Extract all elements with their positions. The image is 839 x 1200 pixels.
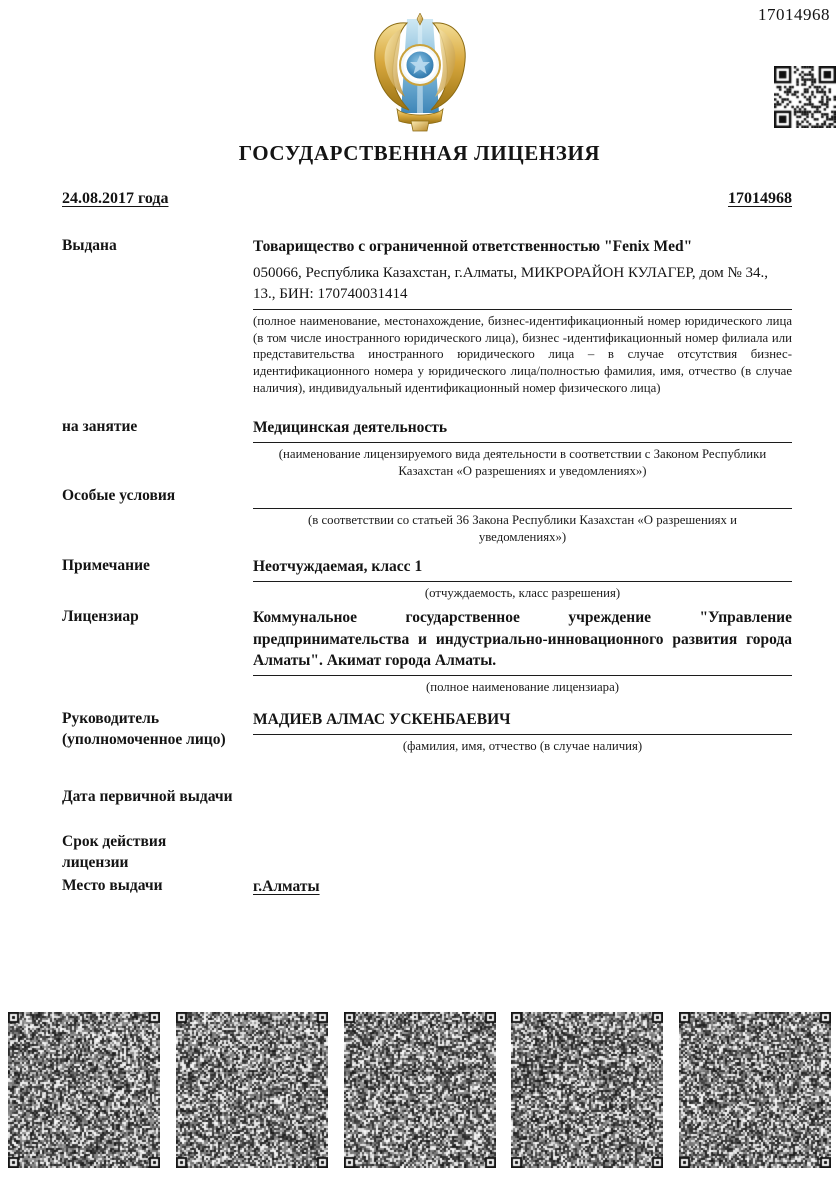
field-hint: (в соответствии со статьей 36 Закона Республики Казахстан «О разрешениях и уведомлениях») [308, 513, 737, 544]
note-value: Неотчуждаемая, класс 1 [253, 556, 792, 582]
barcode-block [8, 1012, 160, 1168]
head-name: МАДИЕВ АЛМАС УСКЕНБАЕВИЧ [253, 709, 792, 735]
section-activity [62, 417, 792, 479]
barcode-block [511, 1012, 663, 1168]
barcode-block [176, 1012, 328, 1168]
field-label: Примечание [62, 557, 150, 574]
field-label: Руководитель (уполномоченное лицо) [62, 710, 226, 748]
field-label: Срок действия лицензии [62, 833, 167, 871]
license-number: 17014968 [728, 190, 792, 207]
field-label: Особые условия [62, 487, 176, 504]
page-title: ГОСУДАРСТВЕННАЯ ЛИЦЕНЗИЯ [238, 141, 601, 165]
licensee-address: 050066, Республика Казахстан, г.Алматы, МИКРОРАЙОН КУЛАГЕР, дом № 34., 13., БИН: 170740031414 [253, 263, 792, 310]
licensor-value: Коммунальное государственное учреждение "Управление предпринимательства и индустриально-инновационного развития города Алматы". Акимат города Алматы. [253, 607, 792, 676]
field-hint: (наименование лицензируемого вида деятельности в соответствии с Законом Республики Казахстан «О разрешениях и уведомлениях») [278, 446, 767, 478]
field-label: Лицензиар [62, 608, 139, 625]
kazakhstan-emblem-icon [367, 13, 473, 133]
field-label: на занятие [62, 418, 138, 435]
field-hint: (фамилия, имя, отчество (в случае наличия) [402, 738, 643, 753]
section-note [62, 556, 792, 602]
section-first-issue-date [62, 787, 792, 808]
licensee-name: Товарищество с ограниченной ответственностью "Fenix Med" [253, 238, 693, 255]
section-issued-to [62, 236, 792, 397]
section-head [62, 709, 792, 755]
field-label: Выдана [62, 237, 117, 254]
special-conditions-value [253, 486, 792, 509]
field-hint: (полное наименование, местонахождение, бизнес-идентификационный номер юридического лица (в том числе иностранного юридического лица), бизнес -идентификационный номер филиала или представительства иностранного юридического лица – в случае отсутствия бизнес-идентификационного номера у юридического лица/полностью фамилия, имя, отчество (в случае наличия), индивидуальный идентификационный номер физического лица) [253, 313, 792, 396]
section-issue-place [62, 876, 792, 898]
qr-code-icon [774, 66, 836, 128]
field-label: Дата первичной выдачи [62, 788, 233, 805]
barcode-block [679, 1012, 831, 1168]
section-special-conditions [62, 486, 792, 546]
field-hint: (полное наименование лицензиара) [425, 680, 620, 695]
barcode-block [344, 1012, 496, 1168]
section-validity [62, 832, 792, 874]
barcode-row [8, 1012, 831, 1168]
top-corner-number: 17014968 [758, 5, 830, 24]
issue-place-value: г.Алматы [253, 878, 320, 895]
date-number-row [62, 190, 792, 208]
issue-date: 24.08.2017 года [62, 190, 169, 207]
section-licensor [62, 607, 792, 696]
activity-value: Медицинская деятельность [253, 417, 792, 443]
field-hint: (отчуждаемость, класс разрешения) [424, 585, 621, 600]
field-label: Место выдачи [62, 877, 163, 894]
